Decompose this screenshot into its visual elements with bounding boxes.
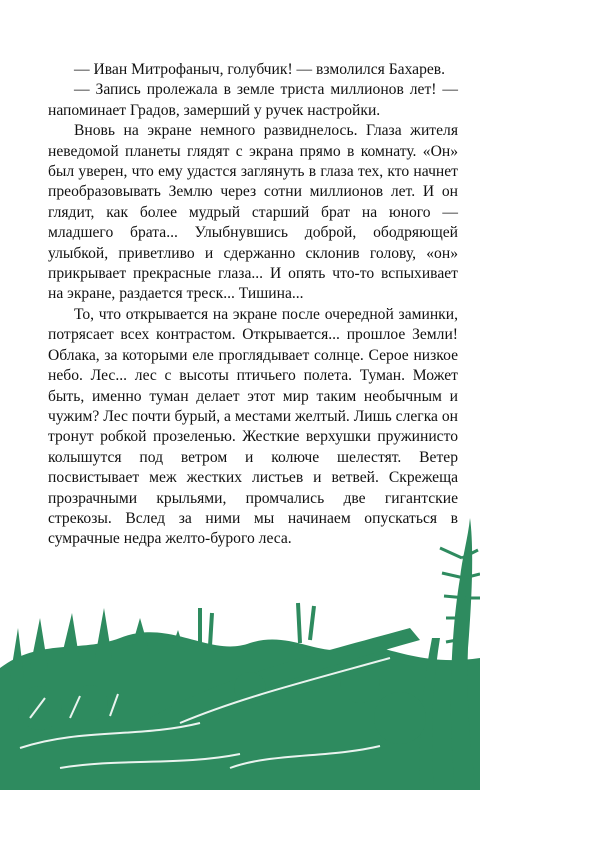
paragraph-screen-eyes: Вновь на экране немного развиднелось. Глаза жителя неведомой планеты глядят с экрана прямо в комнату. «Он» был уверен, что ему удастся заглянуть в глаза тех, кто начнет преобразовывать Землю через сотни миллионов лет. И он глядит, как более мудрый старший брат на юного — младшего брата... Улыбнувшись доброй, ободряющей улыбкой, приветливо и сдержанно склонив голову, «он» прикрывает прекрасные глаза... И опять что-то вспыхивает на экране, раздается треск... Тишина...: [48, 122, 458, 303]
paragraph-earth-past: То, что открывается на экране после очередной заминки, потрясает всех контрастом. Открывается... прошлое Земли! Облака, за которыми еле проглядывает солнце. Серое низкое небо. Лес... лес с высоты птичьего полета. Туман. Может быть, именно туман делает этот мир таким необычным и чужим? Лес почти бурый, а местами желтый. Лишь слегка он тронут робкой прозеленью. Жесткие верхушки пружинисто колышутся под ветром и колюче шелестят. Ветер посвистывает меж жестких листьев и ветвей. Скрежеща прозрачными крыльями, промчались две гигантские стрекозы. Вслед за ними мы начинаем опускаться в сумрачные недра желто-бурого леса.: [48, 305, 458, 548]
paragraph-dialogue-2: — Запись пролежала в земле триста миллионов лет! — напоминает Градов, замерший у ручек настройки.: [48, 81, 458, 119]
prehistoric-forest-illustration: [0, 518, 480, 790]
paragraph-dialogue-1: — Иван Митрофаныч, голубчик! — взмолился Бахарев.: [74, 61, 446, 78]
body-text: [48, 60, 458, 550]
